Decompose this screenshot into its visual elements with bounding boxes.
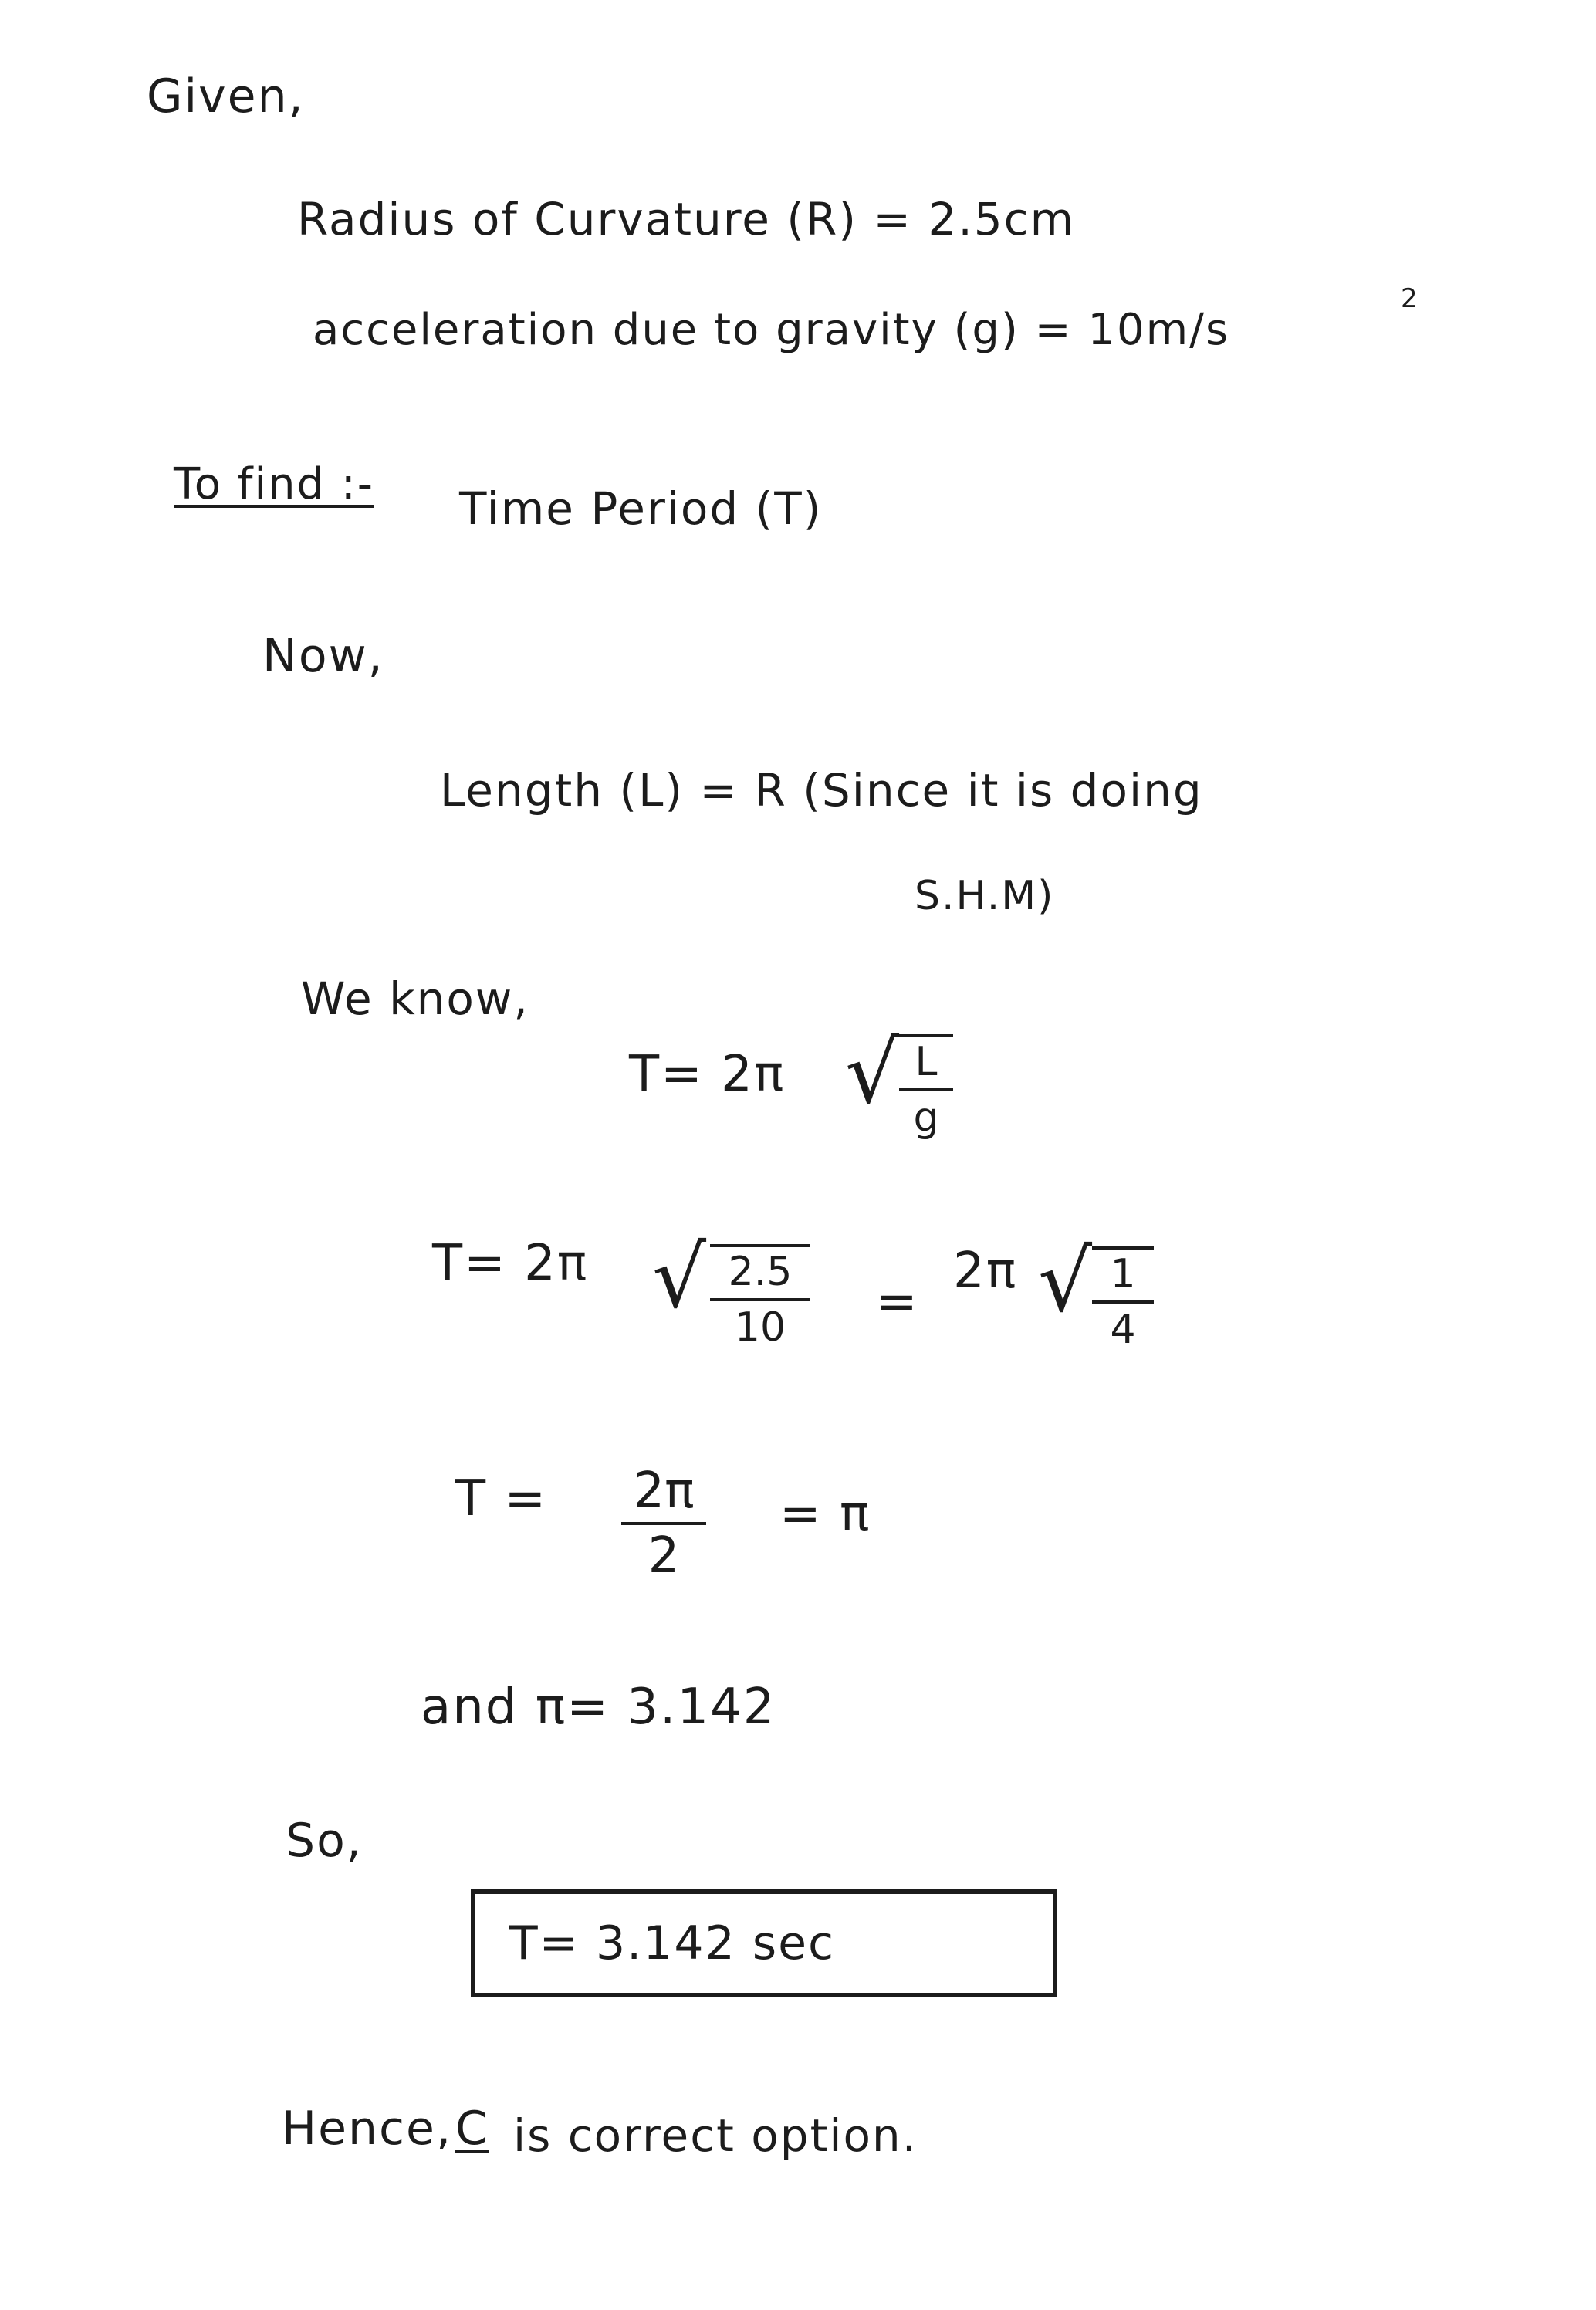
gravity-exponent: 2 <box>1401 283 1419 314</box>
step2-lhs: T = <box>455 1470 548 1527</box>
length-line-continued: S.H.M) <box>915 873 1055 919</box>
formula-denominator: g <box>913 1094 939 1141</box>
length-line: Length (L) = R (Since it is doing <box>440 764 1203 817</box>
formula-fraction-bar <box>899 1088 953 1091</box>
step1-sqrt-sign-1: √ <box>652 1228 707 1327</box>
step1-denominator-2: 4 <box>1110 1307 1136 1353</box>
step1-denominator-1: 10 <box>734 1304 786 1351</box>
conclusion-option: C <box>455 2102 489 2156</box>
step1-lhs: T= 2π <box>432 1235 589 1292</box>
step1-sqrt-sign-2: √ <box>1038 1232 1093 1331</box>
answer-text: T= 3.142 sec <box>509 1916 835 1970</box>
formula-sqrt-sign: √ <box>845 1023 900 1122</box>
radius-line: Radius of Curvature (R) = 2.5cm <box>297 193 1076 245</box>
gravity-line: acceleration due to gravity (g) = 10m/s <box>313 305 1230 355</box>
pi-value-line: and π= 3.142 <box>421 1679 776 1736</box>
step1-numerator-1: 2.5 <box>728 1249 793 1295</box>
step1-equals: = <box>876 1273 919 1331</box>
step1-fraction-1 <box>710 1244 810 1351</box>
formula-numerator: L <box>915 1039 938 1085</box>
we-know-heading: We know, <box>301 972 529 1025</box>
now-heading: Now, <box>262 629 384 683</box>
step1-fraction-bar-2 <box>1092 1300 1154 1304</box>
formula-lhs: T= 2π <box>629 1046 786 1103</box>
step1-numerator-2: 1 <box>1110 1251 1136 1297</box>
formula-fraction <box>899 1034 953 1141</box>
so-heading: So, <box>286 1814 363 1868</box>
to-find-text: Time Period (T) <box>459 482 823 535</box>
conclusion-rest: is correct option. <box>513 2109 918 2162</box>
conclusion-hence: Hence, <box>282 2102 453 2156</box>
given-heading: Given, <box>147 69 305 123</box>
step1-fraction-bar-1 <box>710 1298 810 1301</box>
step1-mid: 2π <box>953 1243 1018 1300</box>
step2-fraction <box>621 1463 706 1585</box>
step2-denominator: 2 <box>648 1527 680 1585</box>
to-find-label: To find :- <box>174 459 374 509</box>
step1-fraction-2 <box>1092 1246 1154 1353</box>
step2-rhs: = π <box>779 1486 871 1543</box>
step2-fraction-bar <box>621 1522 706 1525</box>
step2-numerator: 2π <box>633 1463 695 1520</box>
